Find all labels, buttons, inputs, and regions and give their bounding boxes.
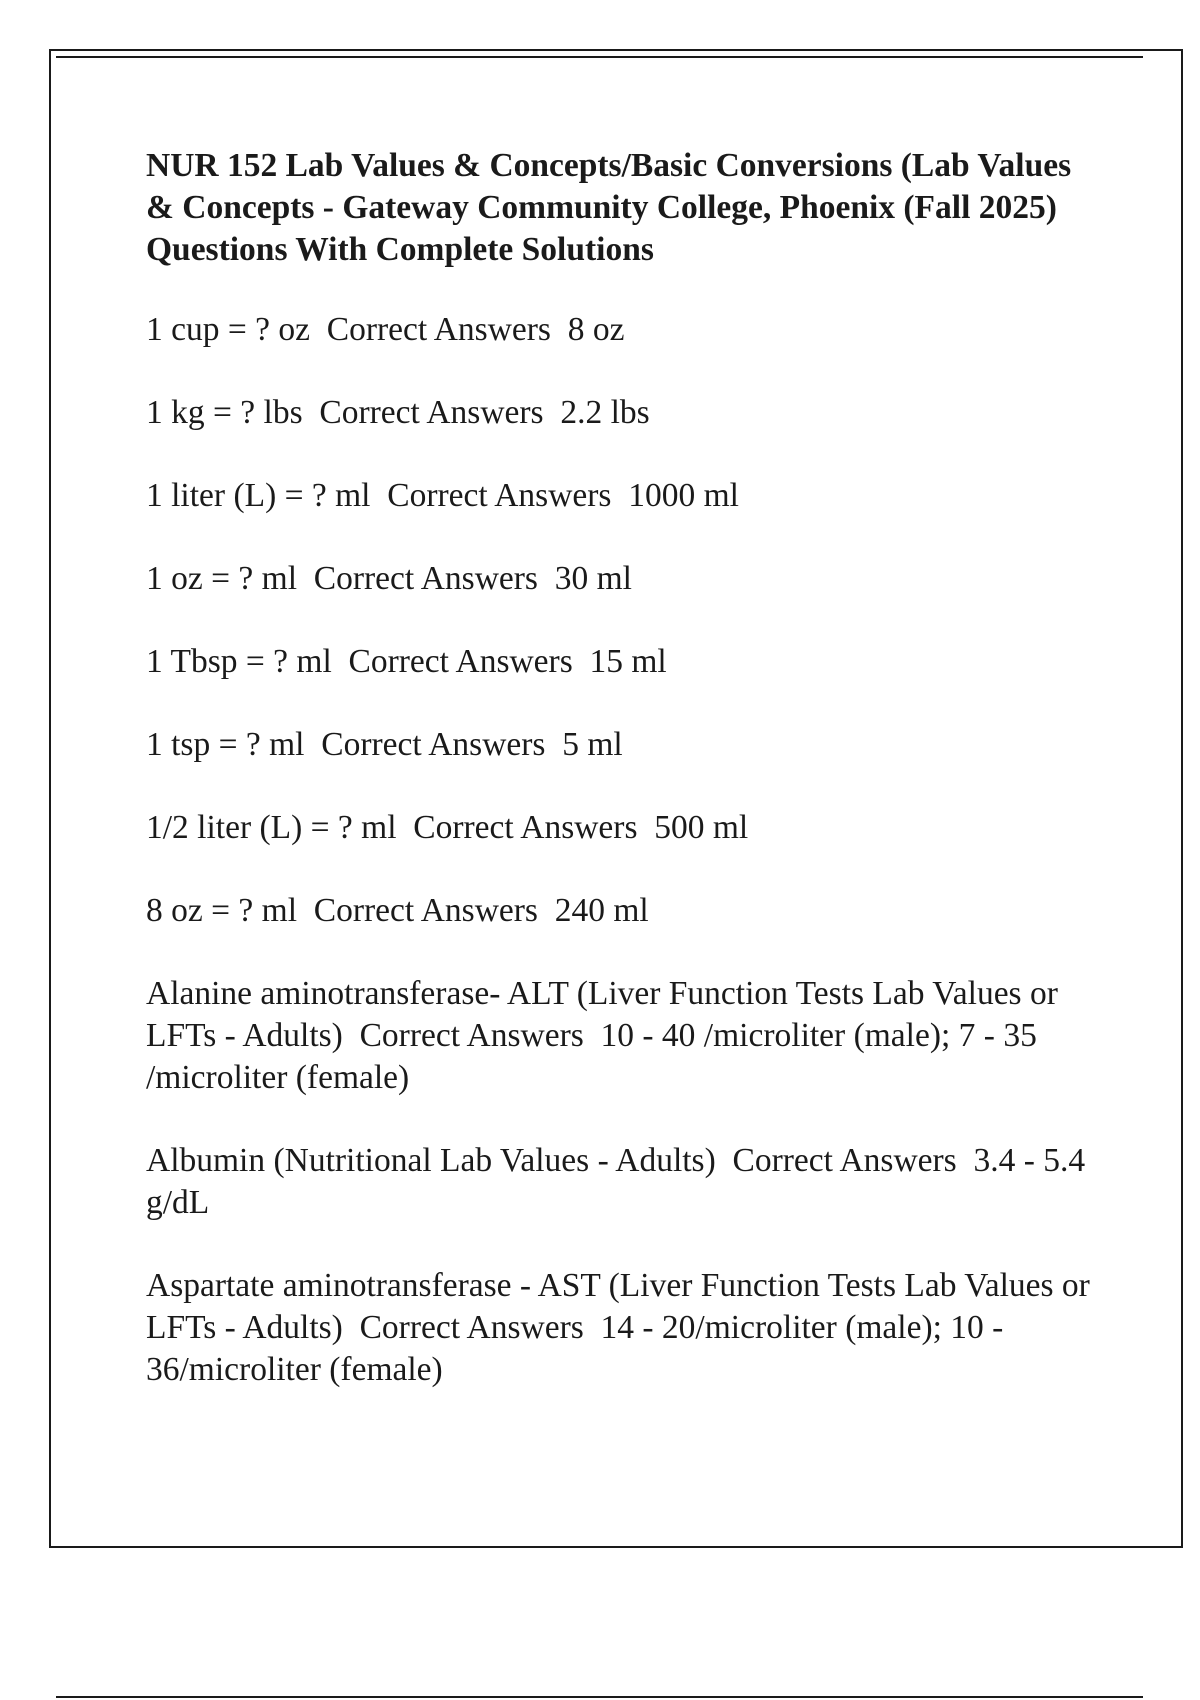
- answer-text: 10 - 40 /microliter (male); 7 - 35 /microliter (female): [146, 1017, 1037, 1096]
- question-text: 1 kg = ? lbs: [146, 394, 303, 431]
- qa-item: [146, 641, 1096, 683]
- qa-item: [146, 890, 1096, 932]
- qa-item: [146, 1265, 1096, 1391]
- qa-item: [146, 807, 1096, 849]
- qa-item: [146, 973, 1096, 1099]
- qa-item: [146, 1140, 1096, 1224]
- answer-text: 30 ml: [554, 560, 632, 597]
- answer-label: Correct Answers: [313, 560, 538, 597]
- answer-label: Correct Answers: [732, 1142, 957, 1179]
- answer-text: 14 - 20/microliter (male); 10 - 36/microliter (female): [146, 1309, 1004, 1388]
- qa-item: [146, 475, 1096, 517]
- answer-label: Correct Answers: [319, 394, 544, 431]
- answer-label: Correct Answers: [359, 1309, 584, 1346]
- question-text: 1 cup = ? oz: [146, 311, 310, 348]
- answer-label: Correct Answers: [321, 726, 546, 763]
- answer-text: 240 ml: [554, 892, 649, 929]
- question-text: Aspartate aminotransferase - AST (Liver Function Tests Lab Values or LFTs - Adults): [146, 1267, 1090, 1346]
- qa-item: [146, 392, 1096, 434]
- answer-label: Correct Answers: [313, 892, 538, 929]
- question-text: 1/2 liter (L) = ? ml: [146, 809, 397, 846]
- header-rule: [56, 56, 1143, 58]
- answer-text: 3.4 - 5.4 g/dL: [146, 1142, 1086, 1221]
- answer-label: Correct Answers: [348, 643, 573, 680]
- answer-label: Correct Answers: [326, 311, 551, 348]
- question-text: 1 tsp = ? ml: [146, 726, 305, 763]
- answer-label: Correct Answers: [413, 809, 638, 846]
- qa-item: [146, 309, 1096, 351]
- qa-item: [146, 724, 1096, 766]
- question-text: 1 Tbsp = ? ml: [146, 643, 332, 680]
- answer-text: 500 ml: [654, 809, 749, 846]
- answer-label: Correct Answers: [359, 1017, 584, 1054]
- answer-text: 1000 ml: [628, 477, 739, 514]
- question-text: 1 liter (L) = ? ml: [146, 477, 371, 514]
- footer-rule: [56, 1696, 1143, 1698]
- answer-text: 2.2 lbs: [560, 394, 650, 431]
- qa-item: [146, 558, 1096, 600]
- document-body: [146, 145, 1096, 1432]
- question-text: Alanine aminotransferase- ALT (Liver Function Tests Lab Values or LFTs - Adults): [146, 975, 1058, 1054]
- answer-label: Correct Answers: [387, 477, 612, 514]
- question-text: 8 oz = ? ml: [146, 892, 297, 929]
- answer-text: 5 ml: [562, 726, 623, 763]
- question-text: 1 oz = ? ml: [146, 560, 297, 597]
- question-text: Albumin (Nutritional Lab Values - Adults): [146, 1142, 716, 1179]
- answer-text: 15 ml: [589, 643, 667, 680]
- answer-text: 8 oz: [567, 311, 625, 348]
- document-title: NUR 152 Lab Values & Concepts/Basic Conversions (Lab Values & Concepts - Gateway Community College, Phoenix (Fall 2025) Questions With Complete Solutions: [146, 147, 1072, 268]
